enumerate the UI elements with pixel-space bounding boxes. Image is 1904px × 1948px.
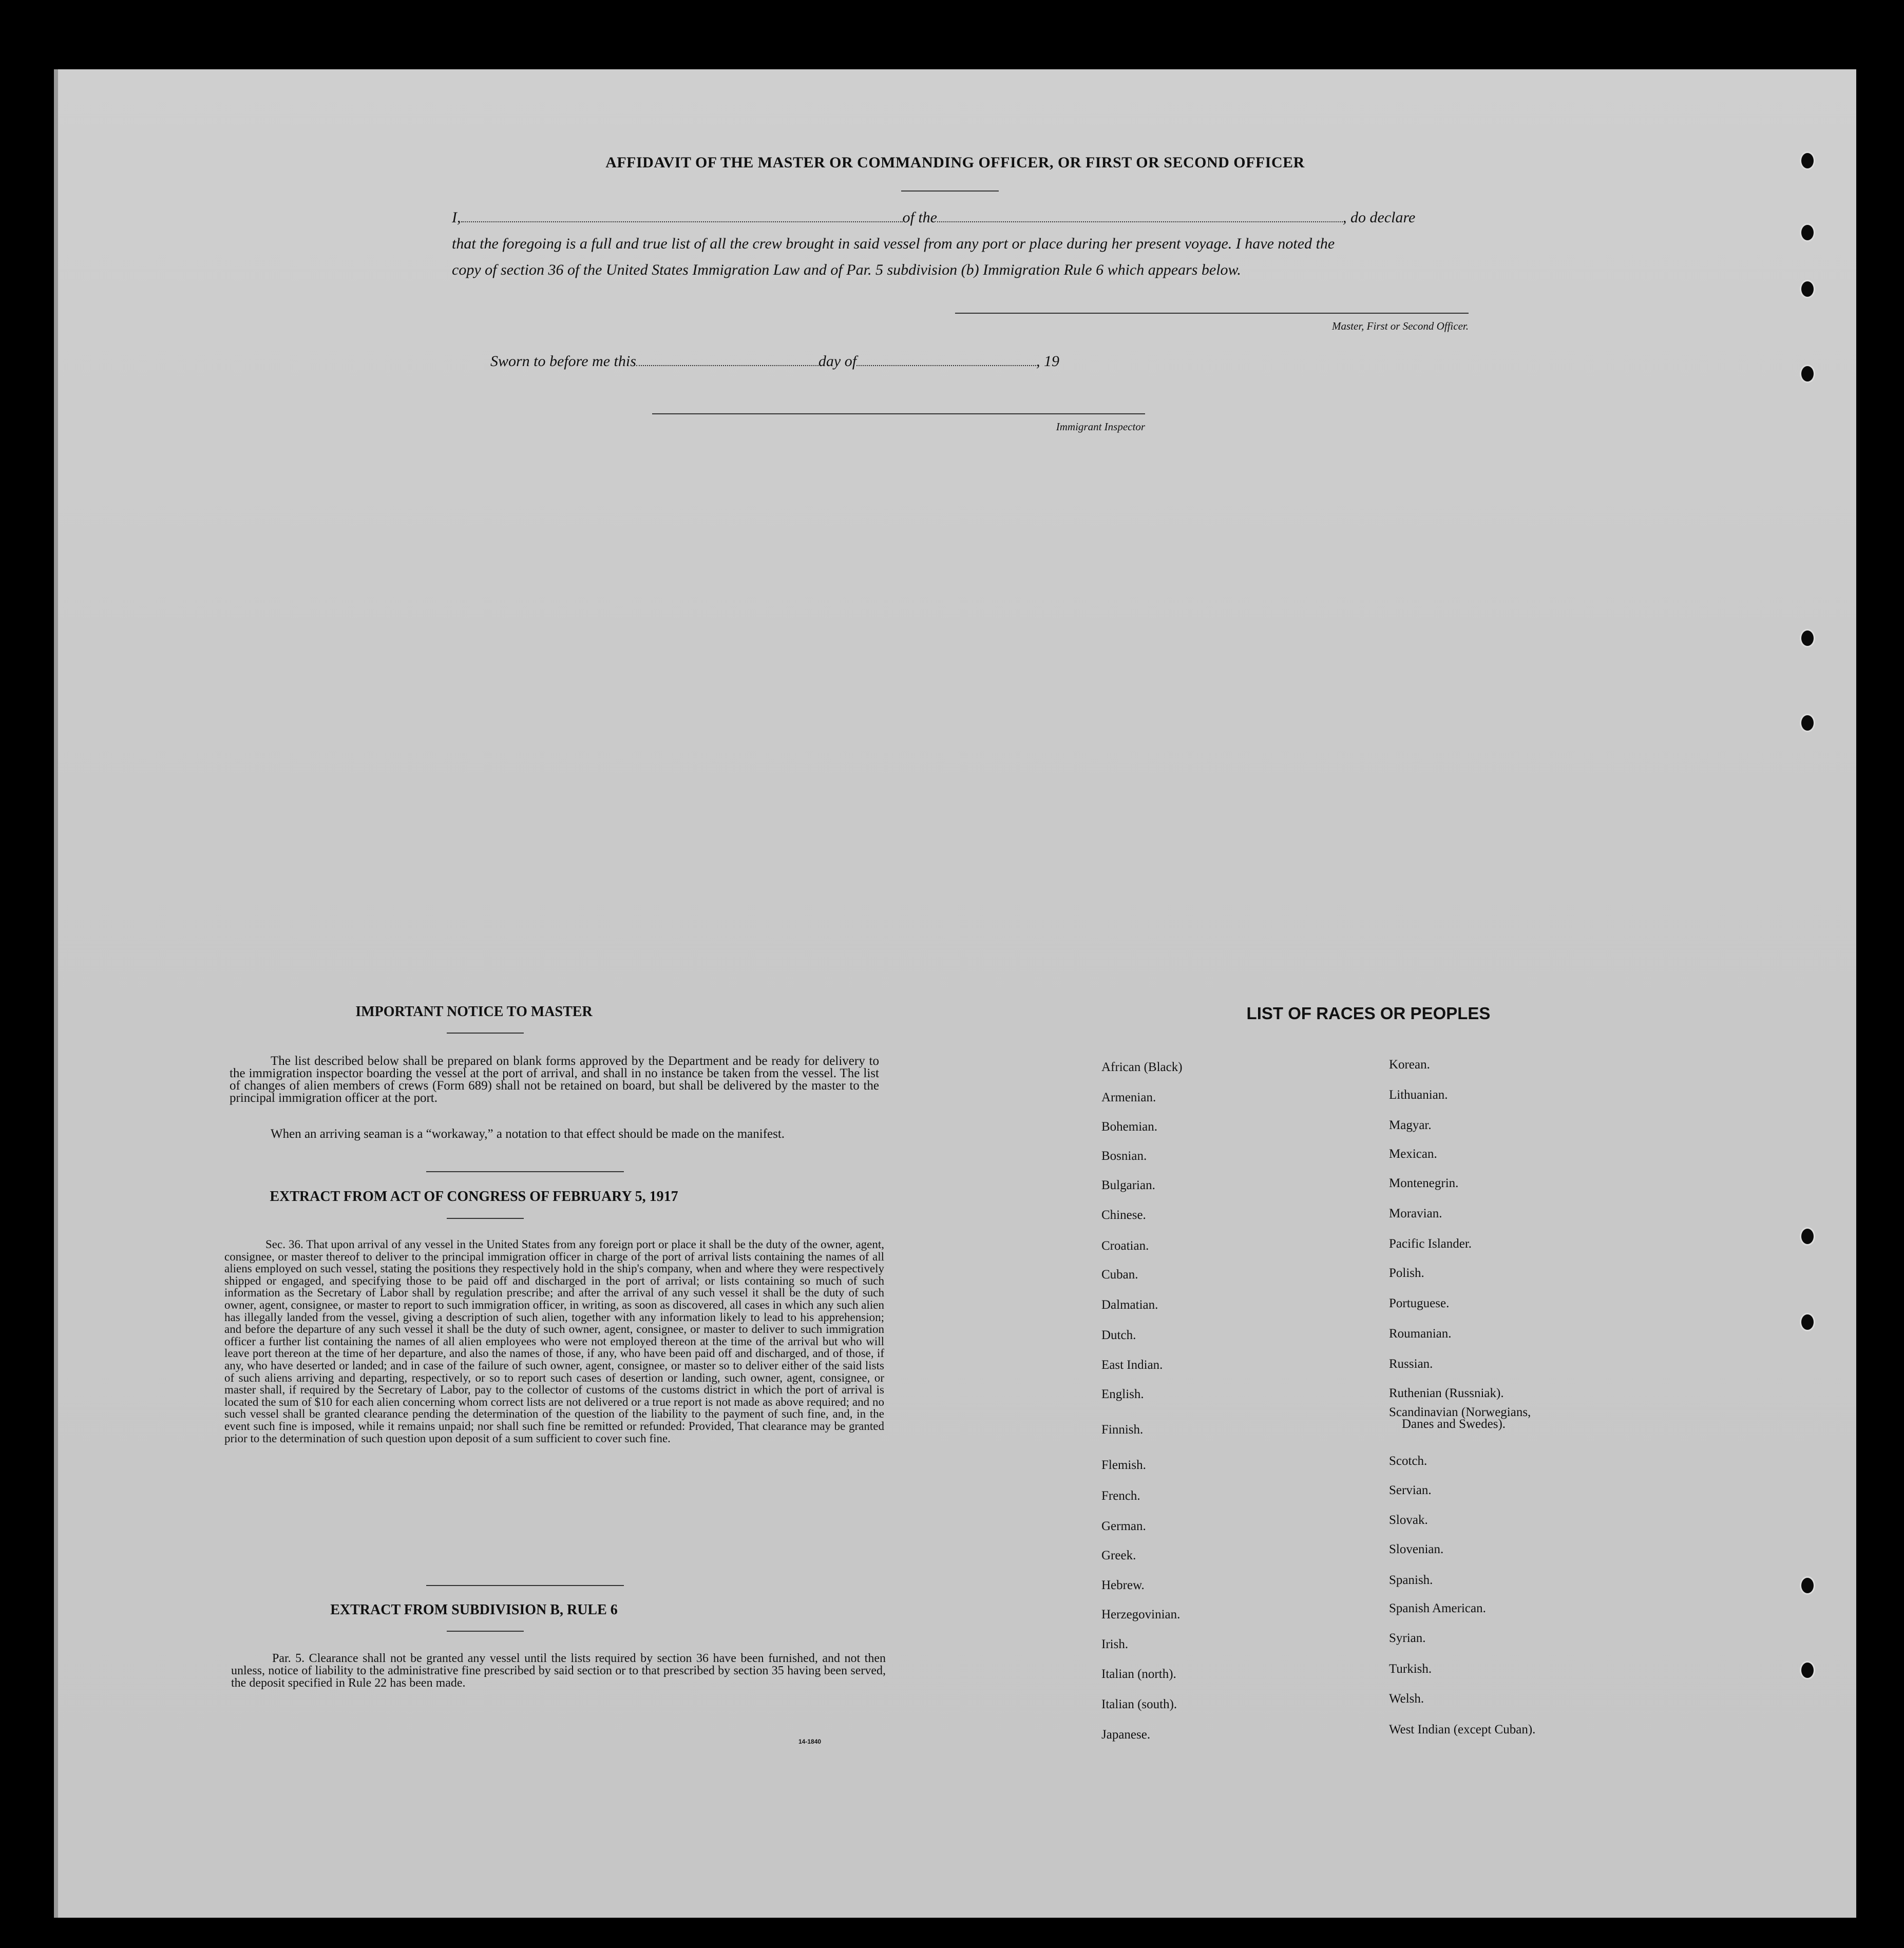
race-item: French. bbox=[1101, 1489, 1140, 1503]
notice-paragraph-2: When an arriving seaman is a “workaway,” a notation to that effect should be made on the manifest. bbox=[271, 1127, 785, 1141]
race-item: Spanish American. bbox=[1389, 1601, 1486, 1615]
race-item: Croatian. bbox=[1101, 1239, 1149, 1253]
sworn-line bbox=[490, 353, 1059, 370]
signature-line bbox=[955, 313, 1469, 314]
race-item: Korean. bbox=[1389, 1058, 1430, 1072]
rule6-heading: EXTRACT FROM SUBDIVISION B, RULE 6 bbox=[330, 1602, 618, 1618]
page-edge bbox=[54, 69, 58, 1918]
race-item: Herzegovinian. bbox=[1101, 1608, 1181, 1621]
sworn-month-blank bbox=[856, 355, 1036, 366]
inspector-signature-line bbox=[652, 413, 1145, 414]
race-item: Turkish. bbox=[1389, 1662, 1432, 1676]
race-item: Italian (south). bbox=[1101, 1697, 1177, 1711]
race-item: Welsh. bbox=[1389, 1692, 1424, 1706]
rule6-divider bbox=[447, 1631, 524, 1632]
name-blank bbox=[461, 211, 903, 222]
binder-hole bbox=[1800, 223, 1815, 242]
race-item: Ruthenian (Russniak). bbox=[1389, 1386, 1504, 1400]
sworn-text: Sworn to before me this bbox=[490, 353, 636, 370]
sworn-day-blank bbox=[636, 355, 818, 366]
race-item: Chinese. bbox=[1101, 1208, 1146, 1222]
race-item: Greek. bbox=[1101, 1549, 1136, 1562]
binder-hole bbox=[1800, 365, 1815, 383]
affidavit-line-3: copy of section 36 of the United States Immigration Law and of Par. 5 subdivision (b) Immigration Rule 6 which appears below. bbox=[452, 261, 1241, 278]
inspector-label: Immigrant Inspector bbox=[1056, 421, 1145, 433]
race-item: Pacific Islander. bbox=[1389, 1237, 1472, 1251]
race-item: Japanese. bbox=[1101, 1728, 1151, 1742]
race-item: Dutch. bbox=[1101, 1328, 1136, 1342]
rule6-text: Par. 5. Clearance shall not be granted any vessel until the lists required by section 36 have been furnished, and not then unless, notice of liability to the administrative fine prescribed by said section or to that prescribed by section 35 having been served, the deposit specified in Rule 22 has been made. bbox=[231, 1652, 886, 1690]
affidavit-line-2: that the foregoing is a full and true list of all the crew brought in said vessel from any port or place during her present voyage. I have noted the bbox=[452, 235, 1335, 252]
affidavit-title: AFFIDAVIT OF THE MASTER OR COMMANDING OFFICER, OR FIRST OR SECOND OFFICER bbox=[605, 154, 1305, 171]
vessel-blank bbox=[937, 211, 1343, 222]
act-heading: EXTRACT FROM ACT OF CONGRESS OF FEBRUARY 5, 1917 bbox=[270, 1189, 678, 1205]
race-item: Bulgarian. bbox=[1101, 1178, 1155, 1192]
race-item: Spanish. bbox=[1389, 1573, 1433, 1587]
sworn-year: , 19 bbox=[1036, 353, 1060, 370]
race-item: English. bbox=[1101, 1387, 1144, 1401]
section-36-text: Sec. 36. That upon arrival of any vessel in the United States from any foreign port or place it shall be the duty of the owner, agent, consignee, or master thereof to deliver to the principal immigration officer in charge of the port of arrival lists containing the names of all aliens employed on such vessel, stating the positions they respectively hold in the ship's company, when and where they were respectively shipped or engaged, and specifying those to be paid off and discharged in the port of arrival; or lists containing so much of such information as the Secretary of Labor shall by regulation prescribe; and after the arrival of any such vessel it shall be the duty of such owner, agent, consignee, or master to report to such immigration officer, in writing, as soon as discovered, all cases in which any such alien has illegally landed from the vessel, giving a description of such alien, together with any information likely to lead to his apprehension; and before the departure of any such vessel it shall be the duty of such owner, agent, consignee, or master to deliver to such immigration officer a further list containing the names of all alien employees who were not employed thereon at the time of the arrival but who will leave port thereon at the time of her departure, and also the names of those, if any, who have been paid off and discharged, and of those, if any, who have deserted or landed; and in case of the failure of such owner, agent, consignee, or master so to deliver either of the said lists of such aliens arriving and departing, respectively, or so to report such cases of desertion or landing, such owner, agent, consignee, or master shall, if required by the Secretary of Labor, pay to the collector of customs of the customs district in which the port of arrival is located the sum of $10 for each alien concerning whom correct lists are not delivered or a true report is not made as above required; and no such vessel shall be granted clearance pending the determination of the question of the liability to the payment of such fine, and, in the event such fine is imposed, while it remains unpaid; nor shall such fine be remitted or refunded: Provided, That clearance may be granted prior to the determination of such question upon deposit of a sum sufficient to cover such fine. bbox=[224, 1238, 884, 1445]
race-item: West Indian (except Cuban). bbox=[1389, 1723, 1536, 1736]
race-item: Hebrew. bbox=[1101, 1578, 1145, 1592]
binder-hole bbox=[1800, 629, 1815, 647]
race-item: Russian. bbox=[1389, 1357, 1433, 1371]
race-item: Servian. bbox=[1389, 1483, 1432, 1497]
form-number: 14-1840 bbox=[798, 1738, 822, 1745]
notice-heading: IMPORTANT NOTICE TO MASTER bbox=[355, 1004, 593, 1020]
race-item: German. bbox=[1101, 1519, 1146, 1533]
race-item: Slovenian. bbox=[1389, 1542, 1444, 1556]
race-item: East Indian. bbox=[1101, 1358, 1163, 1372]
binder-hole bbox=[1800, 1661, 1815, 1679]
title-divider bbox=[901, 190, 999, 192]
act-divider bbox=[447, 1218, 524, 1219]
races-heading: LIST OF RACES OR PEOPLES bbox=[1246, 1004, 1491, 1023]
binder-hole bbox=[1800, 280, 1815, 298]
race-item: Flemish. bbox=[1101, 1458, 1146, 1472]
race-item: Cuban. bbox=[1101, 1268, 1138, 1282]
race-item: Lithuanian. bbox=[1389, 1088, 1448, 1102]
notice-divider bbox=[447, 1033, 524, 1034]
race-item: Roumanian. bbox=[1389, 1327, 1452, 1341]
race-item: Portuguese. bbox=[1389, 1296, 1450, 1310]
race-item: Bohemian. bbox=[1101, 1120, 1158, 1134]
race-item: Bosnian. bbox=[1101, 1149, 1147, 1163]
notice-paragraph-1: The list described below shall be prepared on blank forms approved by the Department and be ready for delivery to the immigration inspector boarding the vessel at the port of arrival, and shall in no instance be taken from the vessel. The list of changes of alien members of crews (Form 689) shall not be retained on board, but shall be delivered by the master to the principal immigration officer at the port. bbox=[230, 1054, 879, 1105]
race-item: Scandinavian (Norwegians, bbox=[1389, 1405, 1531, 1419]
binder-hole bbox=[1800, 1227, 1815, 1246]
race-item: Scotch. bbox=[1389, 1454, 1427, 1468]
section-divider-2 bbox=[426, 1585, 624, 1586]
sworn-day-of: day of bbox=[818, 353, 857, 370]
section-divider-1 bbox=[426, 1171, 624, 1172]
race-item: Slovak. bbox=[1389, 1513, 1428, 1527]
binder-hole bbox=[1800, 1576, 1815, 1595]
affidavit-declaration-line bbox=[452, 209, 1453, 226]
race-item: Danes and Swedes). bbox=[1402, 1417, 1506, 1431]
race-item: Armenian. bbox=[1101, 1091, 1156, 1104]
race-item: African (Black) bbox=[1101, 1060, 1183, 1074]
race-item: Finnish. bbox=[1101, 1423, 1144, 1437]
race-item: Italian (north). bbox=[1101, 1667, 1176, 1681]
binder-hole bbox=[1800, 714, 1815, 732]
affidavit-do-declare: , do declare bbox=[1343, 209, 1416, 226]
affidavit-i: I, bbox=[452, 209, 461, 226]
race-item: Syrian. bbox=[1389, 1631, 1426, 1645]
affidavit-of-the: of the bbox=[902, 209, 937, 226]
binder-hole bbox=[1800, 151, 1815, 170]
race-item: Magyar. bbox=[1389, 1118, 1432, 1132]
race-item: Polish. bbox=[1389, 1266, 1424, 1280]
signature-label: Master, First or Second Officer. bbox=[1332, 320, 1469, 332]
race-item: Irish. bbox=[1101, 1637, 1129, 1651]
race-item: Dalmatian. bbox=[1101, 1298, 1158, 1312]
race-item: Moravian. bbox=[1389, 1207, 1442, 1220]
document-page bbox=[54, 69, 1856, 1918]
race-item: Mexican. bbox=[1389, 1147, 1437, 1161]
race-item: Montenegrin. bbox=[1389, 1176, 1459, 1190]
binder-hole bbox=[1800, 1313, 1815, 1331]
